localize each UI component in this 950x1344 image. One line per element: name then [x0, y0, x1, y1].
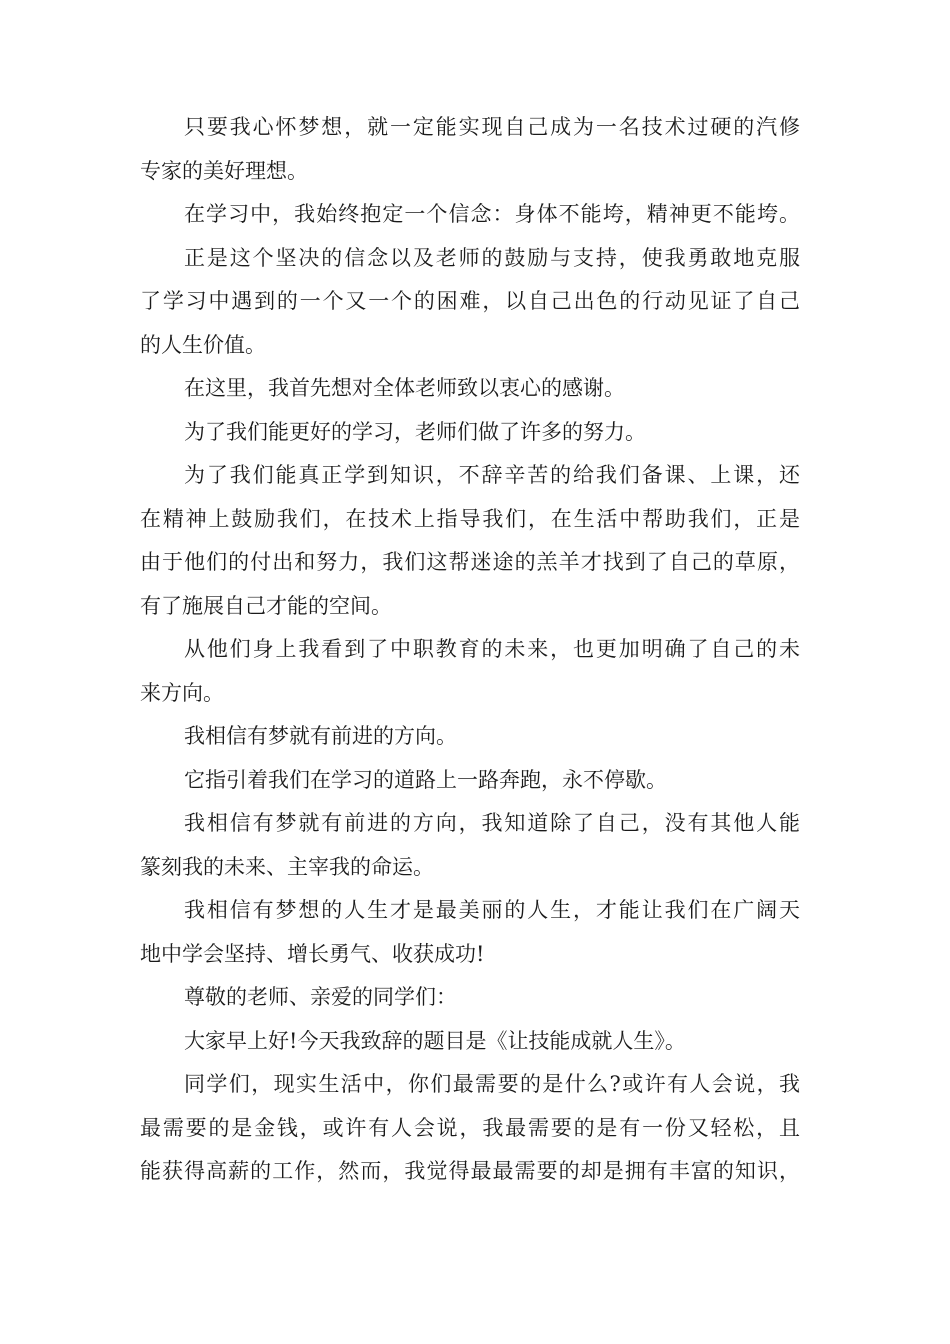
text-line: 我相信有梦就有前进的方向。: [184, 724, 457, 748]
document-body: [140, 106, 800, 1194]
text-line: 大家早上好!今天我致辞的题目是《让技能成就人生》。: [184, 1028, 686, 1053]
text-line: 篆刻我的未来、主宰我的命运。: [140, 854, 434, 879]
text-line: 同学们，现实生活中，你们最需要的是什么?或许有人会说，我: [184, 1072, 800, 1096]
text-line: 我相信有梦想的人生才是最美丽的人生，才能让我们在广阔天: [184, 898, 800, 922]
text-line: 从他们身上我看到了中职教育的未来，也更加明确了自己的未: [184, 637, 800, 661]
text-line: 在这里，我首先想对全体老师致以衷心的感谢。: [184, 376, 625, 400]
text-line: 能获得高薪的工作，然而，我觉得最最需要的却是拥有丰富的知识，: [140, 1159, 800, 1183]
text-line: 我相信有梦就有前进的方向，我知道除了自己，没有其他人能: [184, 811, 800, 835]
text-line: 由于他们的付出和努力，我们这帮迷途的羔羊才找到了自己的草原，: [140, 550, 800, 574]
text-line: 尊敬的老师、亲爱的同学们：: [184, 985, 457, 1009]
text-line: 的人生价值。: [140, 332, 266, 357]
text-line: 在精神上鼓励我们，在技术上指导我们，在生活中帮助我们，正是: [140, 506, 800, 531]
text-line: 来方向。: [140, 680, 224, 705]
text-line: 有了施展自己才能的空间。: [140, 593, 392, 618]
text-line: 最需要的是金钱，或许有人会说，我最需要的是有一份又轻松，且: [140, 1115, 800, 1140]
text-line: 了学习中遇到的一个又一个的困难，以自己出色的行动见证了自己: [140, 289, 800, 313]
text-line: 为了我们能更好的学习，老师们做了许多的努力。: [184, 419, 646, 444]
text-line: 正是这个坚决的信念以及老师的鼓励与支持，使我勇敢地克服: [184, 245, 800, 270]
text-line: 地中学会坚持、增长勇气、收获成功!: [140, 941, 485, 966]
text-line: 专家的美好理想。: [140, 158, 308, 183]
text-line: 在学习中，我始终抱定一个信念：身体不能垮，精神更不能垮。: [184, 202, 800, 226]
text-line: 它指引着我们在学习的道路上一路奔跑，永不停歇。: [184, 767, 667, 792]
text-line: 只要我心怀梦想，就一定能实现自己成为一名技术过硬的汽修: [184, 115, 800, 139]
text-line: 为了我们能真正学到知识，不辞辛苦的给我们备课、上课，还: [184, 463, 800, 487]
